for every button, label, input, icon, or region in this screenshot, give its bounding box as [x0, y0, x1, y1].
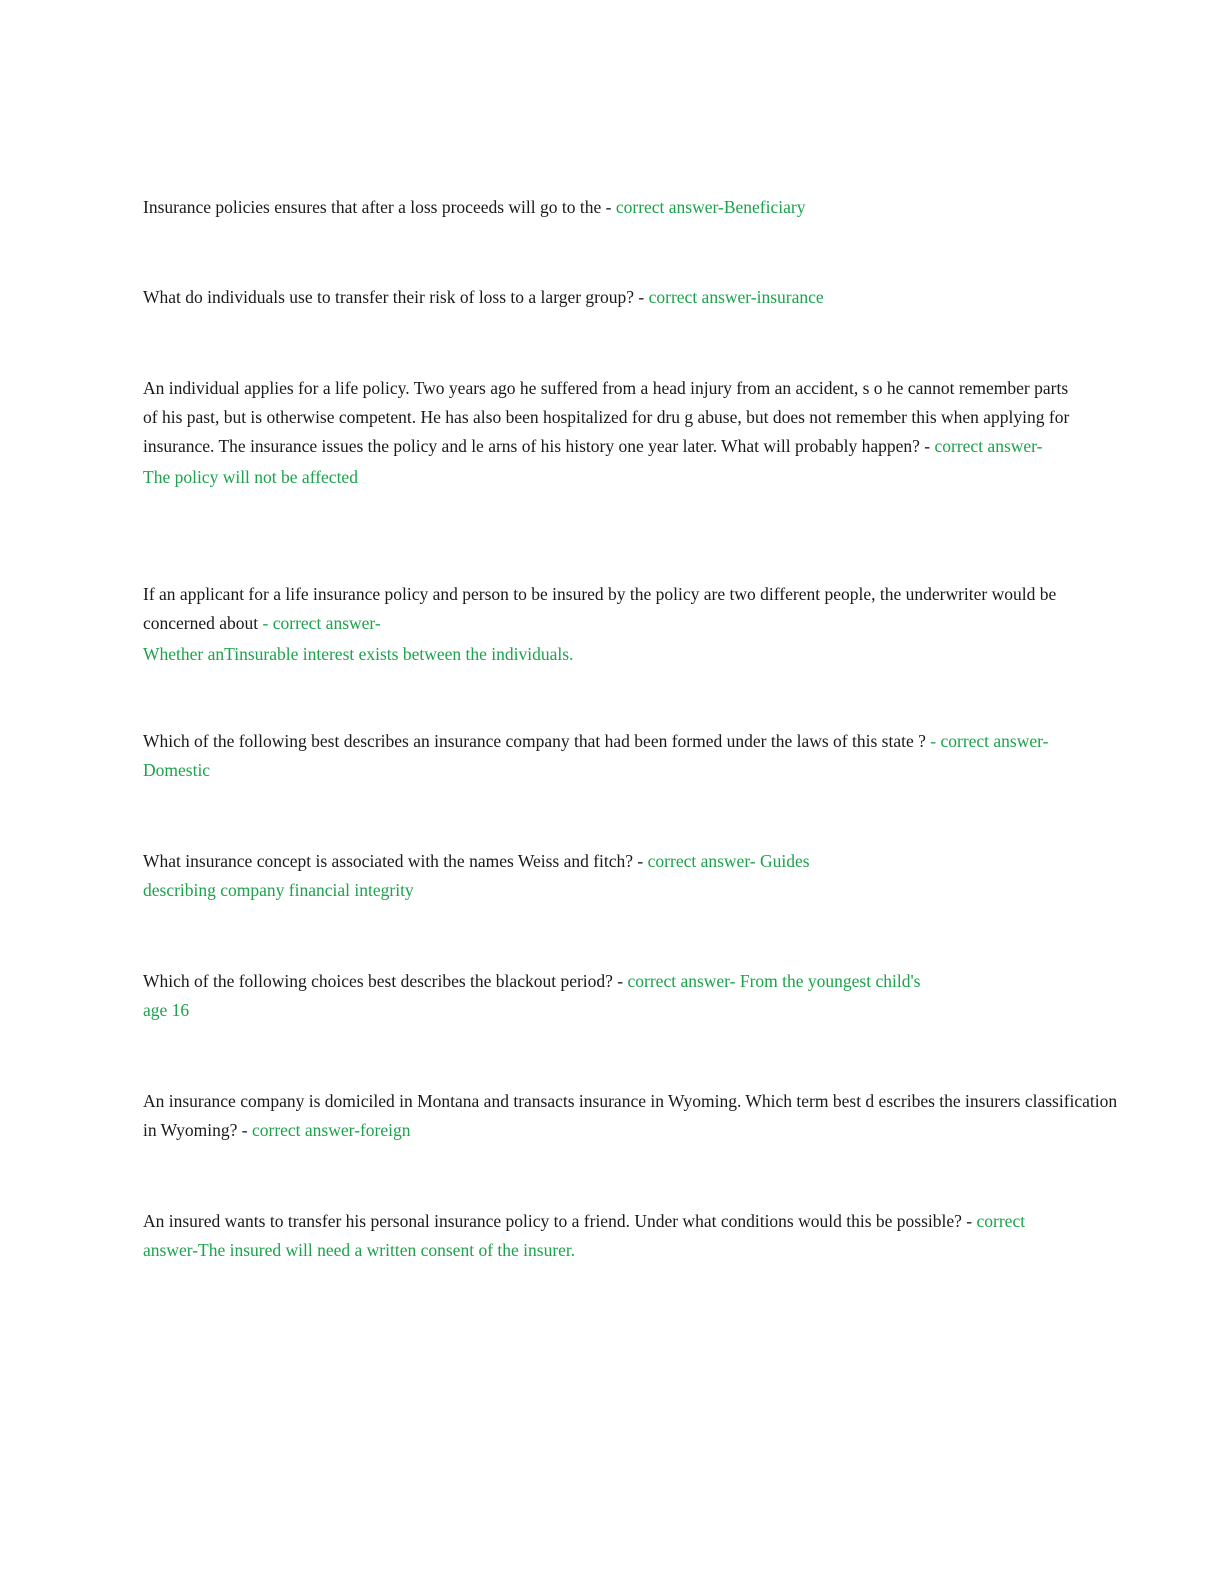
question-text: What insurance concept is associated with the names Weiss and fitch? - [143, 851, 648, 871]
answer-text: correct answer- [934, 436, 1043, 456]
question-text: Which of the following best describes an insurance company that had been formed under the laws of this state ? [143, 731, 931, 751]
qa-item-8 [143, 1087, 1118, 1145]
question-text: Which of the following choices best describes the blackout period? - [143, 971, 628, 991]
answer-text: correct answer-Beneficiary [615, 197, 806, 217]
answer-text: correct answer-The insured will need a written consent of the insurer. [143, 1211, 1026, 1260]
question-text: An individual applies for a life policy. Two years ago he suffered from a head injury from an accident, s o he cannot remember parts of his past, but is otherwise competent. He has also been hospitalized for dru g abuse, but does not remember this when applying for insurance. The insurance issues the policy and le arns of his history one year later. What will probably happen? - [143, 378, 1070, 456]
question-text: An insurance company is domiciled in Montana and transacts insurance in Wyoming. Which term best d escribes the insurers classification in Wyoming? - [143, 1091, 1118, 1140]
question-text: Insurance policies ensures that after a loss proceeds will go to the - [143, 197, 616, 217]
answer-text: - correct answer-Domestic [143, 731, 1049, 780]
qa-item-6 [143, 847, 883, 905]
answer-text: correct answer-insurance [648, 287, 824, 307]
question-text: If an applicant for a life insurance policy and person to be insured by the policy are two different people, the underwriter would be concerned about [143, 584, 1057, 633]
qa-item-1 [143, 193, 1108, 222]
question-text: An insured wants to transfer his personal insurance policy to a friend. Under what conditions would this be possible? - [143, 1211, 977, 1231]
answer-text-continued: The policy will not be affected [143, 467, 358, 487]
qa-item-4 [143, 580, 1068, 669]
qa-item-9 [143, 1207, 1063, 1265]
answer-text: correct answer-foreign [251, 1120, 411, 1140]
question-text: What do individuals use to transfer their risk of loss to a larger group? - [143, 287, 649, 307]
answer-text-continued: Whether anTinsurable interest exists between the individuals. [143, 644, 574, 664]
qa-item-7 [143, 967, 933, 1025]
answer-text: correct answer- Guides describing company financial integrity [143, 851, 810, 900]
qa-item-5 [143, 727, 1068, 785]
answer-text: correct answer- From the youngest child's age 16 [143, 971, 921, 1020]
qa-item-2 [143, 283, 1108, 312]
answer-text: - correct answer- [262, 613, 381, 633]
qa-item-3 [143, 374, 1073, 492]
